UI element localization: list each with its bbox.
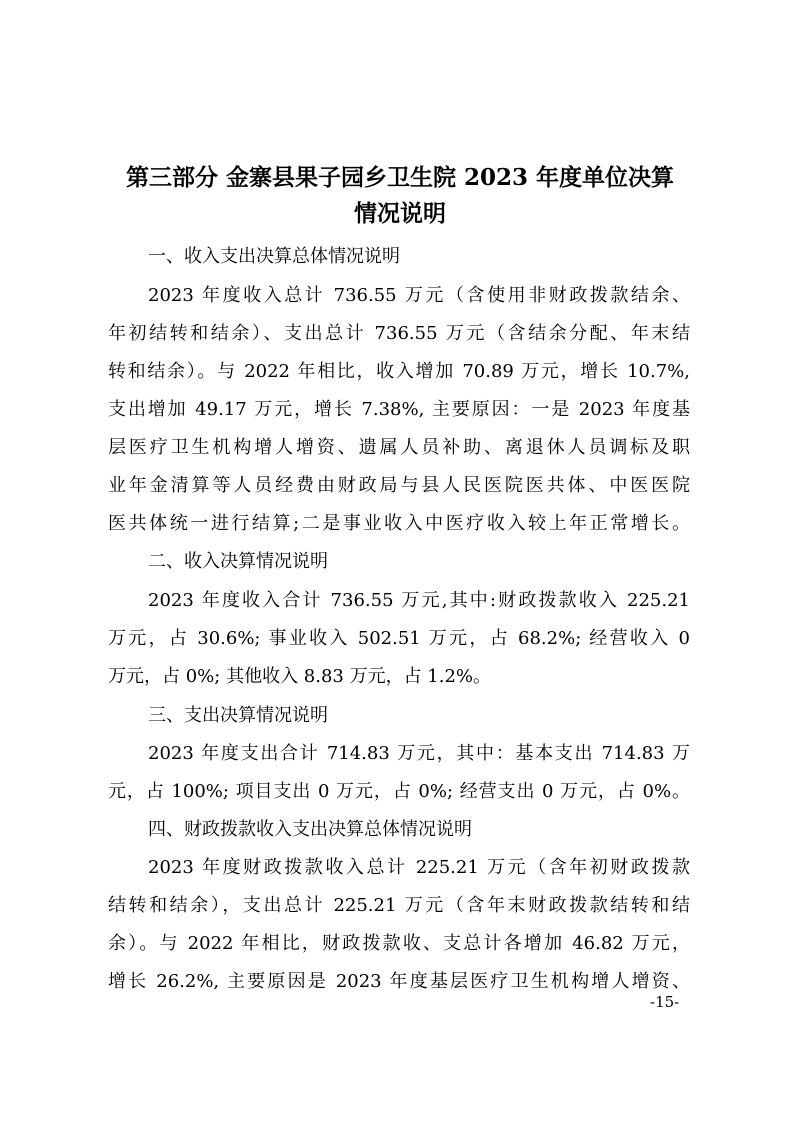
section-1-heading: 一、收入支出决算总体情况说明 [148, 246, 400, 267]
section-4-line-4: 增长 26.2%, 主要原因是 2023 年度基层医疗卫生机构增人增资、 [108, 971, 690, 992]
section-3-line-1: 2023 年度支出合计 714.83 万元，其中：基本支出 714.83 万 [148, 743, 690, 764]
section-1-line-1: 2023 年度收入总计 736.55 万元（含使用非财政拨款结余、 [148, 285, 690, 306]
section-1-line-5: 层医疗卫生机构增人增资、遗属人员补助、离退休人员调标及职 [108, 437, 690, 458]
section-1-line-7: 医共体统一进行结算;二是事业收入中医疗收入较上年正常增长。 [108, 513, 690, 534]
section-1-line-6: 业年金清算等人员经费由财政局与县人民医院医共体、中医医院 [108, 475, 690, 496]
page-number: -15- [650, 993, 680, 1011]
section-2-line-2: 万元，占 30.6%; 事业收入 502.51 万元，占 68.2%; 经营收入 0 [108, 628, 690, 649]
document-title-line-2: 情况说明 [354, 200, 446, 227]
section-1-line-2: 年初结转和结余）、支出总计 736.55 万元（含结余分配、年末结 [108, 323, 690, 344]
section-3-line-2: 元，占 100%; 项目支出 0 万元，占 0%; 经营支出 0 万元，占 0%。 [108, 781, 690, 802]
section-1-line-3: 转和结余）。与 2022 年相比，收入增加 70.89 万元，增长 10.7%, [108, 361, 690, 382]
section-4-line-3: 余）。与 2022 年相比，财政拨款收、支总计各增加 46.82 万元， [108, 933, 690, 954]
section-2-heading: 二、收入决算情况说明 [148, 551, 328, 572]
section-4-line-2: 结转和结余），支出总计 225.21 万元（含年末财政拨款结转和结 [108, 895, 690, 916]
document-title-line-1: 第三部分 金寨县果子园乡卫生院 2023 年度单位决算 [125, 164, 675, 191]
section-2-line-3: 万元，占 0%; 其他收入 8.83 万元，占 1.2%。 [108, 666, 492, 687]
section-3-heading: 三、支出决算情况说明 [148, 705, 328, 726]
section-2-line-1: 2023 年度收入合计 736.55 万元,其中:财政拨款收入 225.21 [148, 590, 690, 611]
section-4-heading: 四、财政拨款收入支出决算总体情况说明 [148, 819, 472, 840]
section-1-line-4: 支出增加 49.17 万元，增长 7.38%, 主要原因：一是 2023 年度基 [108, 399, 690, 420]
section-4-line-1: 2023 年度财政拨款收入总计 225.21 万元（含年初财政拨款 [148, 857, 690, 878]
